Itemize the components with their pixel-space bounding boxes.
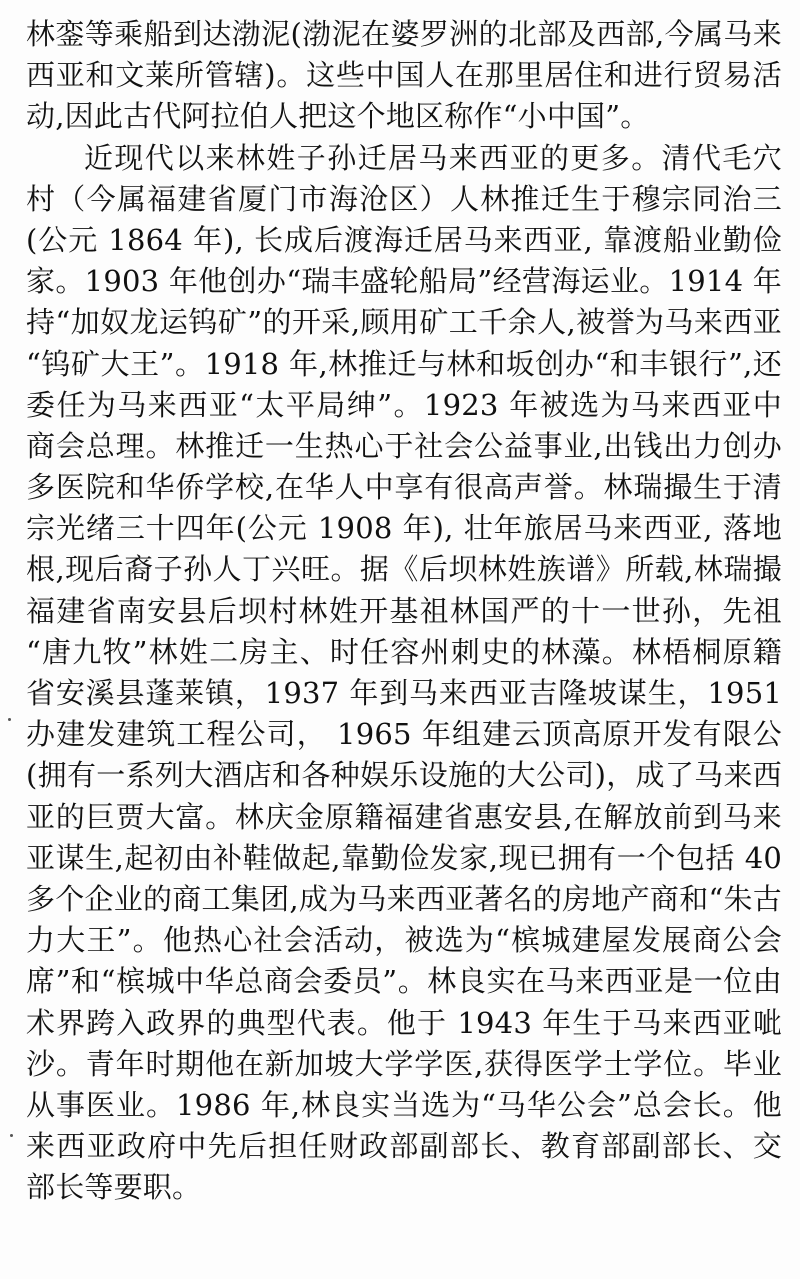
text-line: 多个企业的商工集团,成为马来西亚著名的房地产商和“朱古 (26, 881, 782, 916)
text-line: 村（今属福建省厦门市海沧区）人林推迁生于穆宗同治三 (26, 181, 782, 216)
text-line: 持“加奴龙运钨矿”的开采,顾用矿工千余人,被誉为马来西亚 (26, 305, 782, 340)
text-line: 家。1903 年他创办“瑞丰盛轮船局”经营海运业。1914 年 (26, 264, 782, 299)
text-line: (拥有一系列大酒店和各种娱乐设施的大公司)，成了马来西 (26, 758, 782, 793)
text-line: 动,因此古代阿拉伯人把这个地区称作“小中国”。 (26, 99, 650, 134)
text-line: “钨矿大王”。1918 年,林推迁与林和坂创办“和丰银行”,还 (26, 346, 782, 381)
scan-speck (10, 1134, 13, 1137)
text-line: 多医院和华侨学校,在华人中享有很高声誉。林瑞撮生于清 (26, 470, 782, 505)
text-line: 委任为马来西亚“太平局绅”。1923 年被选为马来西亚中 (26, 387, 782, 422)
text-line: 亚的巨贾大富。林庆金原籍福建省惠安县,在解放前到马来 (26, 799, 782, 834)
text-line: 席”和“槟城中华总商会委员”。林良实在马来西亚是一位由 (26, 964, 782, 999)
text-line: 来西亚政府中先后担任财政部副部长、教育部副部长、交 (26, 1129, 782, 1164)
scan-speck (8, 718, 11, 721)
text-line: 术界跨入政界的典型代表。他于 1943 年生于马来西亚呲 (26, 1005, 782, 1040)
text-line: “唐九牧”林姓二房主、时任容州刺史的林藻。林梧桐原籍 (26, 634, 782, 669)
text-line: 沙。青年时期他在新加坡大学学医,获得医学士学位。毕业 (26, 1046, 782, 1081)
text-line: 商会总理。林推迁一生热心于社会公益事业,出钱出力创办 (26, 428, 782, 463)
text-line: 宗光绪三十四年(公元 1908 年), 壮年旅居马来西亚, 落地 (26, 511, 782, 546)
text-line: 福建省南安县后坝村林姓开基祖林国严的十一世孙，先祖 (26, 593, 782, 628)
text-line: 从事医业。1986 年,林良实当选为“马华公会”总会长。他 (26, 1087, 782, 1122)
paragraph-first-line: 近现代以来林姓子孙迁居马来西亚的更多。清代毛穴 (84, 140, 782, 175)
text-line: 省安溪县蓬莱镇，1937 年到马来西亚吉隆坡谋生，1951 (26, 676, 782, 710)
text-line: 亚谋生,起初由补鞋做起,靠勤俭发家,现已拥有一个包括 40 (26, 840, 782, 875)
text-line: 办建发建筑工程公司， 1965 年组建云顶高原开发有限公 (26, 717, 782, 752)
text-line: 根,现后裔子孙人丁兴旺。据《后坝林姓族谱》所载,林瑞撮 (26, 552, 782, 587)
text-line: 力大王”。他热心社会活动，被选为“槟城建屋发展商公会 (26, 923, 782, 958)
text-line: 部长等要职。 (26, 1170, 202, 1205)
body-text (26, 14, 782, 1208)
text-line: (公元 1864 年), 长成后渡海迁居马来西亚, 靠渡船业勤俭 (26, 222, 782, 257)
text-line: 西亚和文莱所管辖)。这些中国人在那里居住和进行贸易活 (26, 58, 782, 93)
text-line: 林銮等乘船到达渤泥(渤泥在婆罗洲的北部及西部,今属马来 (26, 17, 782, 51)
